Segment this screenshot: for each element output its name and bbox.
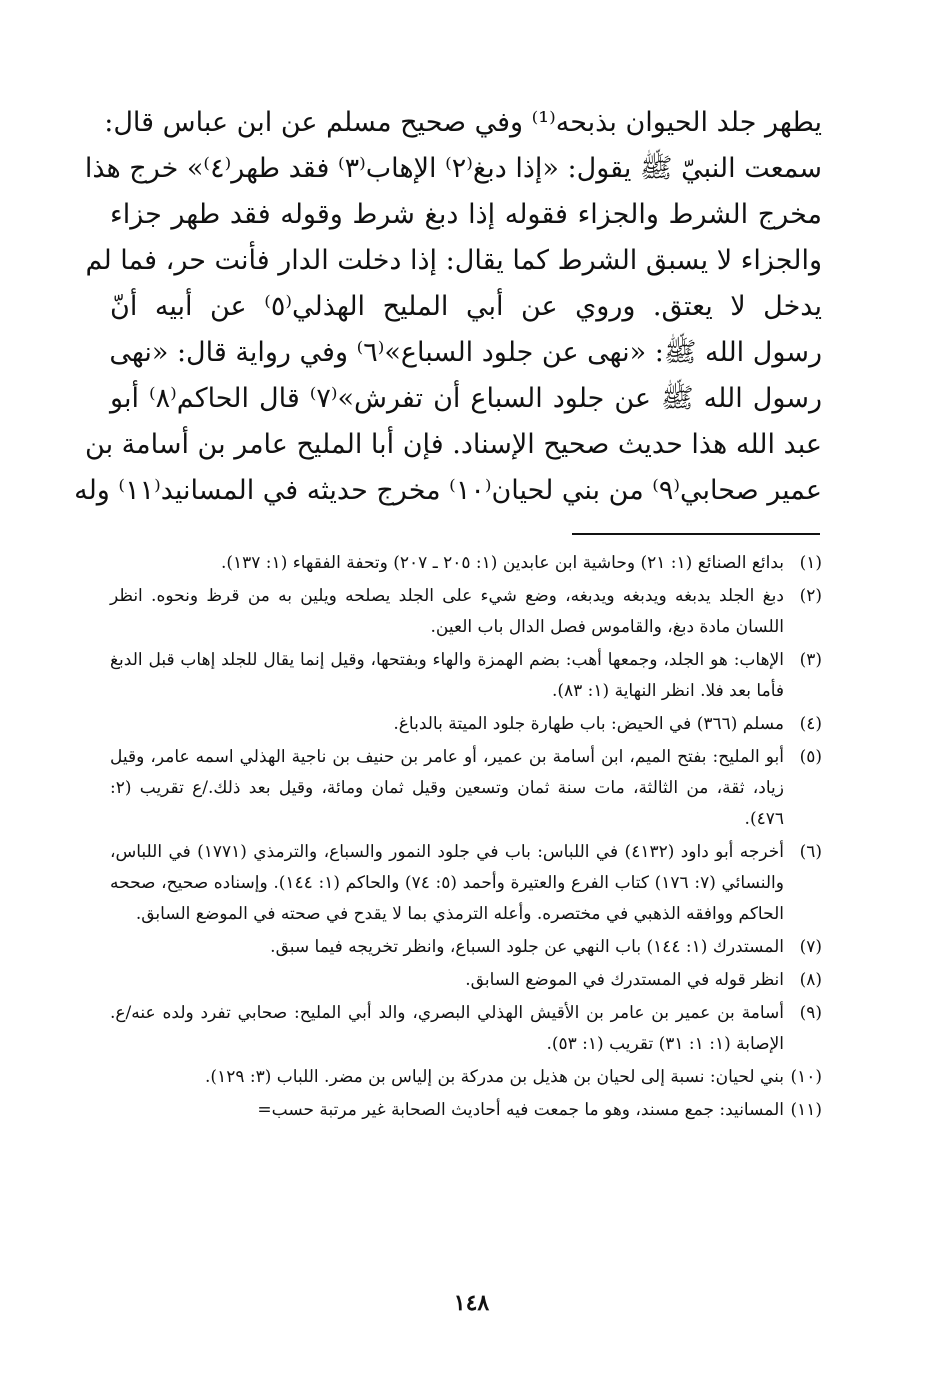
body-line: عبد الله هذا حديث صحيح الإسناد. فإن أبا المليح عامر بن أسامة بن [85, 429, 822, 460]
footnote-number: (٧) [799, 937, 822, 957]
footnote-text: أخرجه أبو داود (٤١٣٢) في اللباس: باب في جلود النمور والسباع، والترمذي (١٧٧١) في اللباس، والنسائي (٧: ١٧٦) كتاب الفرع والعتيرة وأحمد (٥: ٧٤) والحاكم (١: ١٤٤). وإسناده صحيح، صححه الحاكم ووافقه الذهبي في مختصره. وأعله الترمذي بما لا يقدح في صحته في الموضع السابق. [110, 842, 784, 924]
footnote-number: (٥) [799, 747, 822, 767]
footnote [110, 709, 822, 740]
footnote-number: (٦) [799, 842, 822, 862]
footnote-text: المستدرك (١: ١٤٤) باب النهي عن جلود السباع، وانظر تخريجه فيما سبق. [270, 937, 784, 957]
footnote-separator [572, 533, 820, 535]
footnote-number: (٢) [799, 586, 822, 606]
footnote-number: (٣) [799, 650, 822, 670]
footnote-text: دبغ الجلد يدبغه ويدبغه ويدبغه، وضع شيء على الجلد يصلحه ويلين به من قرظ ونحوه. انظر اللسان مادة دبغ، والقاموس فصل الدال باب العين. [110, 586, 784, 637]
footnote-text: المسانيد: جمع مسند، وهو ما جمعت فيه أحاديث الصحابة غير مرتبة حسب= [257, 1100, 784, 1120]
footnote [110, 548, 822, 579]
body-line: رسول الله ﷺ: «نهى عن جلود السباع»⁽٦⁾ وفي رواية قال: «نهى [109, 337, 822, 368]
footnote-text: بني لحيان: نسبة إلى لحيان بن هذيل بن مدركة بن إلياس بن مضر. اللباب (٣: ١٢٩). [205, 1067, 784, 1087]
body-line: رسول الله ﷺ عن جلود السباع أن تفرش»⁽٧⁾ قال الحاكم⁽٨⁾ أبو [110, 383, 823, 414]
body-line: سمعت النبيّ ﷺ يقول: «إذا دبغ⁽٢⁾ الإهاب⁽٣⁾ فقد طهر⁽٤⁾» خرج هذا [84, 153, 822, 184]
body-line: يدخل لا يعتق. وروي عن أبي المليح الهذلي⁽٥⁾ عن أبيه أنّ [110, 291, 822, 322]
footnote-text: أسامة بن عمير بن عامر بن الأقيش الهذلي البصري، والد أبي المليح: صحابي تفرد ولده عنه/ع. الإصابة (١: ١: ٣١) تقريب (١: ٥٣). [110, 1003, 784, 1054]
body-line: والجزاء لا يسبق الشرط كما يقال: إذا دخلت الدار فأنت حر، فما لم [85, 245, 822, 276]
footnote [110, 965, 822, 996]
footnote [110, 837, 822, 930]
footnote-number: (١) [799, 553, 822, 573]
footnote [110, 998, 822, 1060]
footnote-text: الإهاب: هو الجلد، وجمعها أهب: بضم الهمزة والهاء وبفتحها، وقيل إنما يقال للجلد إهاب قبل الدبغ فأما بعد فلا. انظر النهاية (١: ٨٣). [110, 650, 784, 701]
footnote [110, 645, 822, 707]
footnote-number: (٨) [799, 970, 822, 990]
footnotes [110, 548, 822, 1128]
footnote [110, 581, 822, 643]
footnote-number: (١٠) [790, 1067, 822, 1087]
main-text [74, 100, 823, 514]
footnote [110, 1095, 822, 1126]
footnote-number: (٤) [799, 714, 822, 734]
page-number: ١٤٨ [453, 1290, 490, 1316]
footnote-text: أبو المليح: بفتح الميم، ابن أسامة بن عمير، أو عامر بن حنيف بن ناجية الهذلي اسمه عامر، وقيل زياد، ثقة، من الثالثة، مات سنة ثمان وتسعين وقيل ثمان ومائة، وقيل بعد ذلك./ع تقريب (٢: ٤٧٦). [110, 747, 784, 829]
footnote-number: (١١) [790, 1100, 822, 1120]
footnote-text: انظر قوله في المستدرك في الموضع السابق. [465, 970, 784, 990]
footnote [110, 742, 822, 835]
footnote [110, 1062, 822, 1093]
footnote [110, 932, 822, 963]
footnote-number: (٩) [799, 1003, 822, 1023]
body-line: مخرج الشرط والجزاء فقوله إذا دبغ شرط وقوله فقد طهر جزاء [110, 199, 822, 230]
body-line: يطهر جلد الحيوان بذبحه⁽¹⁾ وفي صحيح مسلم عن ابن عباس قال: [104, 107, 822, 138]
footnote-text: بدائع الصنائع (١: ٢١) وحاشية ابن عابدين (١: ٢٠٥ ـ ٢٠٧) وتحفة الفقهاء (١: ١٣٧). [220, 553, 784, 573]
footnote-text: مسلم (٣٦٦) في الحيض: باب طهارة جلود الميتة بالدباغ. [393, 714, 784, 734]
body-line: عمير صحابي⁽٩⁾ من بني لحيان⁽١٠⁾ مخرج حديثه في المسانيد⁽١١⁾ وله [74, 475, 822, 506]
